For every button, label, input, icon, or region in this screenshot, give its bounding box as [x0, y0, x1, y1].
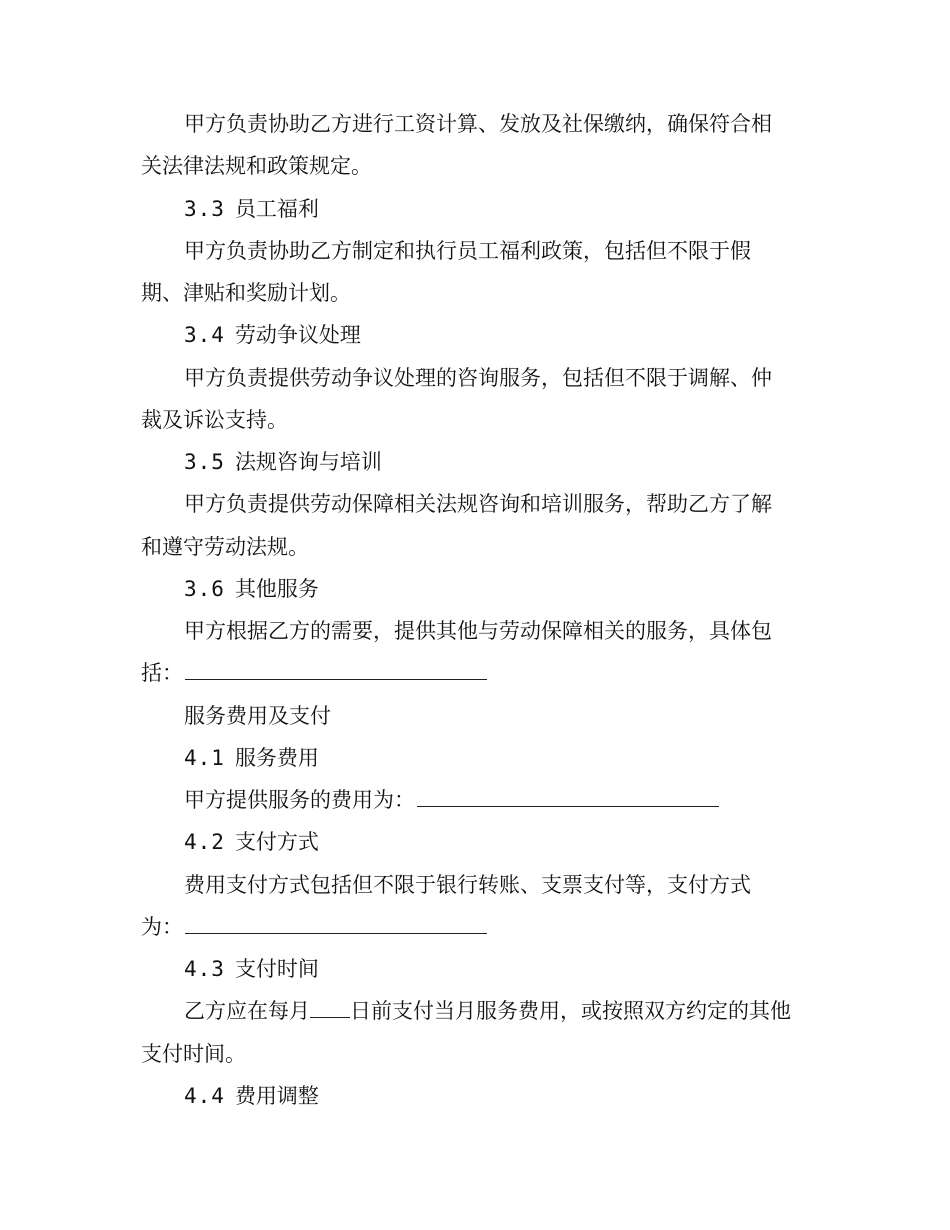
paragraph-line: 甲方负责提供劳动保障相关法规咨询和培训服务，帮助乙方了解 [184, 492, 772, 516]
paragraph-line: 支付时间。 [141, 1042, 246, 1066]
section-number: 4.1 [184, 746, 225, 770]
section-number: 4.2 [184, 830, 225, 854]
section-heading-4-3 [184, 956, 844, 982]
paragraph-line: 甲方根据乙方的需要，提供其他与劳动保障相关的服务，具体包 [184, 619, 772, 643]
paragraph-line [184, 787, 844, 813]
paragraph-text: 日前支付当月服务费用，或按照双方约定的其他 [350, 999, 791, 1023]
section-title: 服务费用 [234, 746, 319, 770]
section-heading-3-6 [184, 576, 844, 602]
section-heading-4-1 [184, 745, 844, 771]
fill-in-blank[interactable] [185, 915, 487, 934]
section-title: 法规咨询与培训 [234, 450, 382, 474]
paragraph-line [141, 914, 801, 940]
section-number: 3.4 [184, 323, 225, 347]
paragraph-line [184, 998, 844, 1024]
paragraph-line [141, 660, 801, 686]
section-number: 4.4 [184, 1084, 225, 1108]
paragraph-line: 费用支付方式包括但不限于银行转账、支票支付等，支付方式 [184, 873, 751, 897]
paragraph-line: 和遵守劳动法规。 [141, 535, 309, 559]
paragraph-line: 甲方负责协助乙方进行工资计算、发放及社保缴纳，确保符合相 [184, 112, 772, 136]
section-title: 其他服务 [234, 577, 319, 601]
section-heading-3-3 [184, 196, 844, 222]
section-number: 3.3 [184, 197, 225, 221]
section-title: 员工福利 [234, 197, 319, 221]
section-number: 3.5 [184, 450, 225, 474]
paragraph-line: 期、津贴和奖励计划。 [141, 281, 351, 305]
paragraph-line: 甲方负责提供劳动争议处理的咨询服务，包括但不限于调解、仲 [184, 366, 772, 390]
section-title: 劳动争议处理 [234, 323, 361, 347]
paragraph-text: 括： [141, 661, 183, 685]
section-heading-4: 服务费用及支付 [184, 704, 331, 728]
section-heading-3-5 [184, 449, 844, 475]
fill-in-blank[interactable] [185, 661, 487, 680]
paragraph-line: 甲方负责协助乙方制定和执行员工福利政策，包括但不限于假 [184, 239, 751, 263]
section-heading-4-2 [184, 829, 844, 855]
section-number: 4.3 [184, 957, 225, 981]
paragraph-text: 甲方提供服务的费用为： [184, 788, 415, 812]
section-title: 费用调整 [234, 1084, 319, 1108]
section-number: 3.6 [184, 577, 225, 601]
paragraph-line: 关法律法规和政策规定。 [141, 154, 372, 178]
section-title: 支付方式 [234, 830, 319, 854]
section-heading-4-4 [184, 1083, 844, 1109]
fill-in-blank[interactable] [417, 788, 719, 807]
paragraph-line: 裁及诉讼支持。 [141, 408, 288, 432]
fill-in-blank[interactable] [310, 999, 350, 1018]
section-heading-3-4 [184, 322, 844, 348]
paragraph-text: 为： [141, 915, 183, 939]
paragraph-text: 乙方应在每月 [184, 999, 310, 1023]
section-title: 支付时间 [234, 957, 319, 981]
